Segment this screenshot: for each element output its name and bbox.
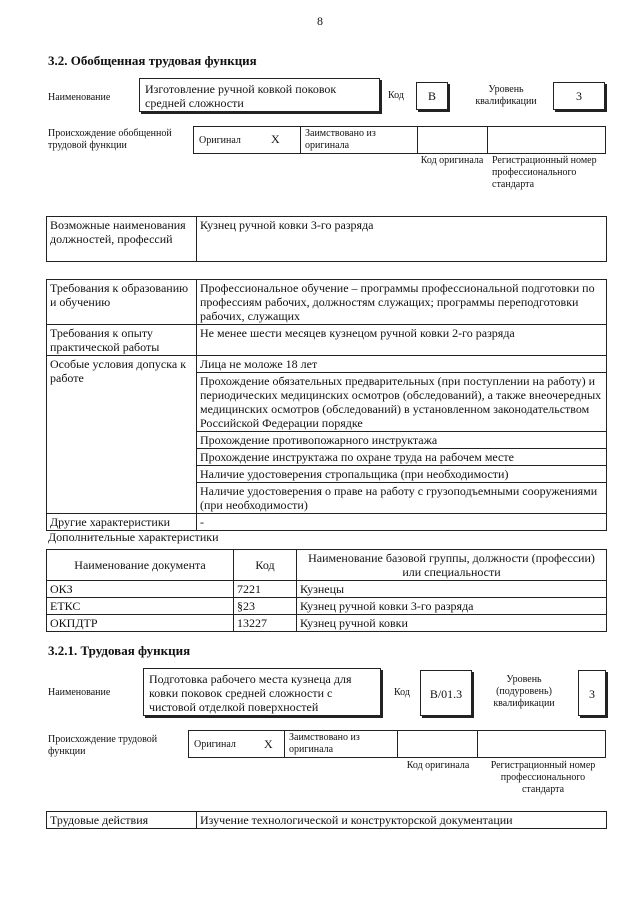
page-number: 8 — [317, 14, 323, 28]
positions-label: Возможные наименования должностей, профессий — [47, 217, 197, 262]
tf-borrowed-label: Заимствовано из оригинала — [289, 732, 360, 755]
gtf-name-value: Изготовление ручной ковкой поковок средней сложности — [139, 78, 380, 112]
cell-code: §23 — [234, 598, 297, 615]
conditions-label: Особые условия допуска к работе — [47, 356, 197, 514]
tf-original-label: Оригинал — [194, 739, 236, 750]
education-label: Требования к образованию и обучению — [47, 280, 197, 325]
cell-doc: ОКЗ — [47, 581, 234, 598]
col-doc-header: Наименование документа — [47, 550, 234, 581]
experience-label: Требования к опыту практической работы — [47, 325, 197, 356]
cell-code: 13227 — [234, 615, 297, 632]
cell-code: 7221 — [234, 581, 297, 598]
condition-item: Наличие удостоверения о праве на работу с грузоподъемными сооружениями (при необходимости) — [197, 483, 607, 514]
gtf-level-value: 3 — [553, 82, 605, 110]
tf-reg-number-caption: Регистрационный номер профессионального стандарта — [490, 760, 596, 795]
additional-table — [46, 549, 607, 632]
tf-origin-label: Происхождение трудовой функции — [48, 734, 158, 757]
other-label: Другие характеристики — [47, 514, 197, 531]
additional-heading: Дополнительные характеристики — [48, 530, 219, 544]
gtf-borrowed-label: Заимствовано из оригинала — [305, 128, 376, 151]
subsection-heading: 3.2.1. Трудовая функция — [48, 643, 191, 658]
gtf-code-value: B — [416, 82, 448, 110]
table-row — [47, 615, 607, 632]
tf-original-mark: X — [264, 737, 273, 751]
tf-code-original-caption: Код оригинала — [406, 760, 470, 771]
positions-value: Кузнец ручной ковки 3-го разряда — [197, 217, 607, 262]
gtf-level-label: Уровень квалификации — [475, 84, 537, 107]
tf-code-label: Код — [394, 687, 410, 698]
tf-level-value: 3 — [578, 670, 606, 716]
gtf-code-label: Код — [388, 90, 404, 101]
condition-item: Наличие удостоверения стропальщика (при необходимости) — [197, 466, 607, 483]
gtf-original-label: Оригинал — [199, 135, 241, 146]
table-row — [47, 581, 607, 598]
gtf-code-original-caption: Код оригинала — [420, 155, 484, 166]
tf-level-label: Уровень (подуровень) квалификации — [493, 674, 555, 709]
gtf-origin-label: Происхождение обобщенной трудовой функции — [48, 128, 172, 151]
cell-doc: ЕТКС — [47, 598, 234, 615]
actions-label: Трудовые действия — [47, 812, 197, 829]
cell-name: Кузнецы — [297, 581, 607, 598]
cell-name: Кузнец ручной ковки 3-го разряда — [297, 598, 607, 615]
condition-item: Лица не моложе 18 лет — [197, 356, 607, 373]
cell-name: Кузнец ручной ковки — [297, 615, 607, 632]
col-code-header: Код — [234, 550, 297, 581]
condition-item: Прохождение обязательных предварительных (при поступлении на работу) и периодических медицинских осмотров (обследований), а также внеочередных медицинских осмотров (обследований) в установленном законодательством Российской Федерации порядке — [197, 373, 607, 432]
other-value: - — [197, 514, 607, 531]
table-row — [47, 598, 607, 615]
positions-table — [46, 216, 607, 262]
condition-item: Прохождение инструктажа по охране труда на рабочем месте — [197, 449, 607, 466]
education-value: Профессиональное обучение – программы профессиональной подготовки по профессиям рабочих, должностям служащих; программы переподготовки рабочих, служащих — [197, 280, 607, 325]
condition-item: Прохождение противопожарного инструктажа — [197, 432, 607, 449]
cell-doc: ОКПДТР — [47, 615, 234, 632]
tf-name-value: Подготовка рабочего места кузнеца для ковки поковок средней сложности с чистовой отделкой поверхностей — [143, 668, 381, 716]
col-name-header: Наименование базовой группы, должности (профессии) или специальности — [297, 550, 607, 581]
gtf-original-mark: X — [271, 132, 280, 146]
actions-table — [46, 811, 607, 829]
gtf-reg-number-caption: Регистрационный номер профессионального стандарта — [492, 155, 597, 190]
tf-name-label: Наименование — [48, 687, 111, 698]
gtf-name-label: Наименование — [48, 92, 111, 103]
tf-code-value: B/01.3 — [420, 670, 472, 716]
section-heading: 3.2. Обобщенная трудовая функция — [48, 53, 257, 68]
experience-value: Не менее шести месяцев кузнецом ручной ковки 2-го разряда — [197, 325, 607, 356]
actions-value: Изучение технологической и конструкторской документации — [197, 812, 607, 829]
requirements-table — [46, 279, 607, 531]
